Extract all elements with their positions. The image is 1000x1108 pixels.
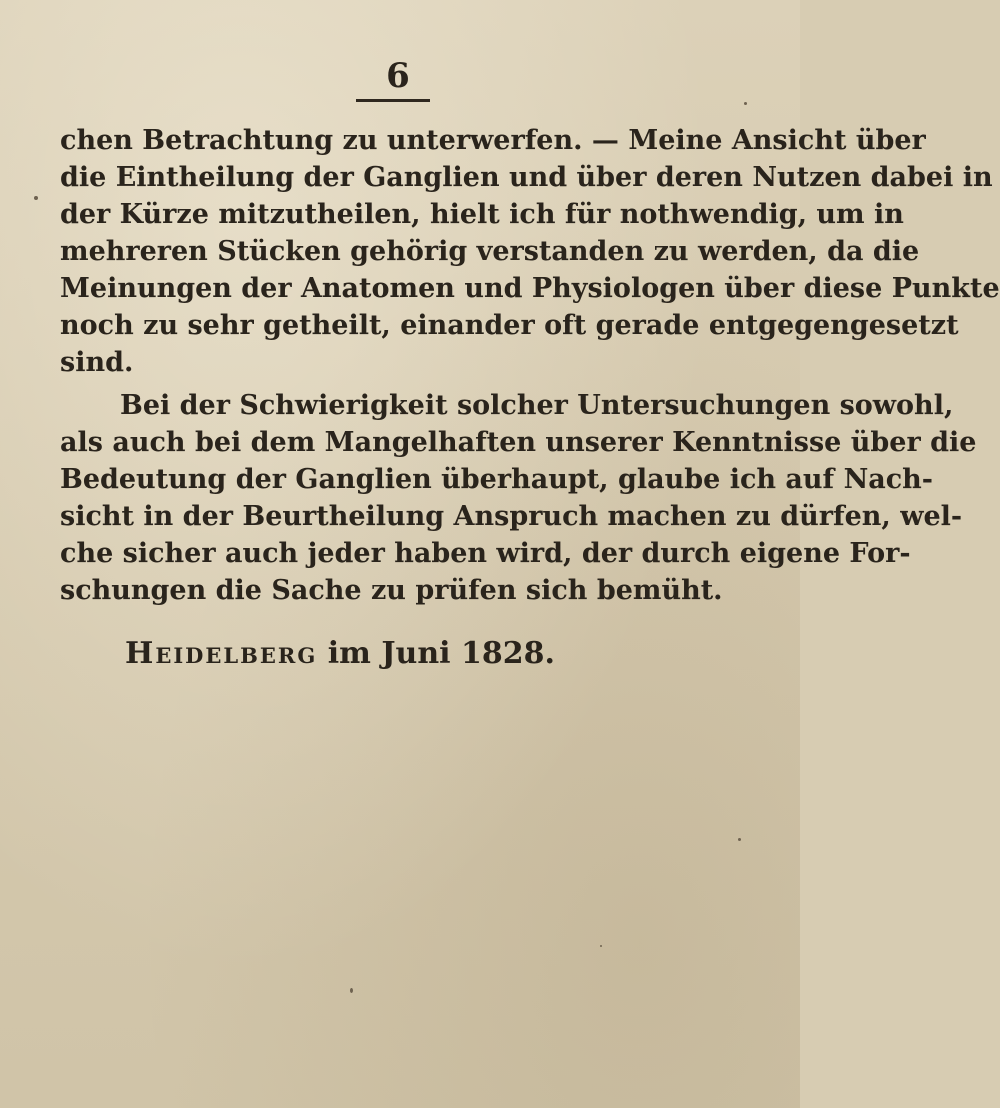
text-line: chen Betrachtung zu unterwerfen. — Meine Ansicht über: [60, 125, 926, 156]
text-line: sicht in der Beurtheilung Anspruch machen zu dürfen, wel-: [60, 501, 963, 532]
text-line: als auch bei dem Mangelhaften unserer Kenntnisse über die: [60, 427, 977, 458]
text-line: Bei der Schwierigkeit solcher Untersuchungen sowohl,: [120, 390, 954, 421]
text-line: noch zu sehr getheilt, einander oft gerade entgegengesetzt: [60, 310, 959, 341]
dateline: [125, 636, 555, 672]
paper-speck: [738, 838, 741, 841]
page-number-rule: [356, 99, 430, 102]
text-line: Bedeutung der Ganglien überhaupt, glaube ich auf Nach-: [60, 464, 934, 495]
text-line: sind.: [60, 347, 134, 378]
dateline-date: im Juni 1828.: [327, 636, 555, 671]
paper-speck: [34, 196, 38, 200]
text-line: mehreren Stücken gehörig verstanden zu werden, da die: [60, 236, 920, 267]
text-line: die Eintheilung der Ganglien und über deren Nutzen dabei in: [60, 162, 993, 193]
text-line: che sicher auch jeder haben wird, der durch eigene For-: [60, 538, 911, 569]
page-number: 6: [386, 56, 410, 96]
dateline-place: Heidelberg: [125, 636, 318, 671]
paper-speck: [744, 102, 747, 105]
text-line: der Kürze mitzutheilen, hielt ich für nothwendig, um in: [60, 199, 904, 230]
text-line: schungen die Sache zu prüfen sich bemüht.: [60, 575, 723, 606]
text-line: Meinungen der Anatomen und Physiologen über diese Punkte: [60, 273, 1000, 304]
paper-speck: [350, 988, 353, 993]
paper-speck: [600, 945, 602, 947]
